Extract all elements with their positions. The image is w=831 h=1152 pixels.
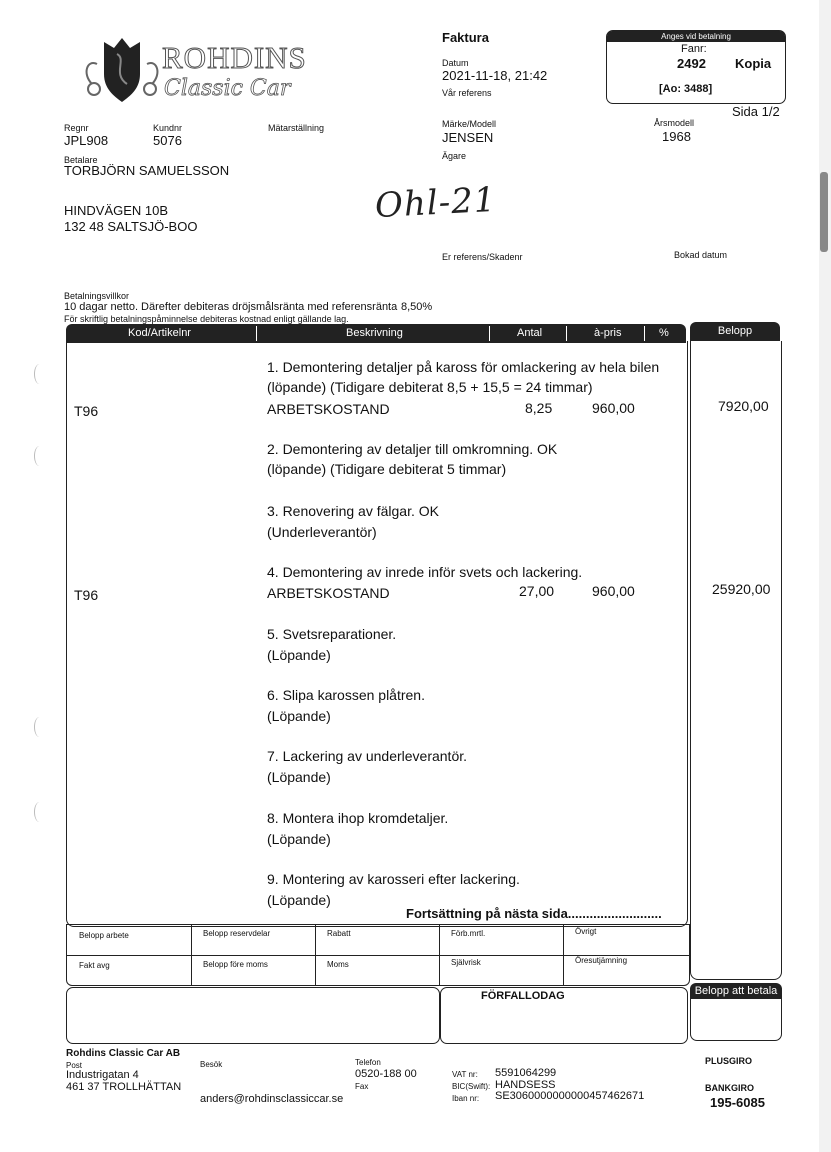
oresutjamning-label: Öresutjämning <box>575 956 628 965</box>
punch-hole <box>34 446 45 466</box>
terms-label: Betalningsvillkor <box>64 291 130 301</box>
sjalvrisk-label: Självrisk <box>451 958 481 967</box>
punch-hole <box>34 717 45 737</box>
bokad-datum-label: Bokad datum <box>674 250 728 260</box>
continuation-note: Fortsättning på nästa sida.......................... <box>406 906 662 921</box>
line-text: 7. Lackering av underleverantör. <box>267 748 468 764</box>
line-text: (Underleverantör) <box>267 524 377 540</box>
belopp-reservdelar-label: Belopp reservdelar <box>203 929 271 938</box>
line-text: (Löpande) <box>267 892 331 908</box>
forfallodag-box <box>440 987 688 1044</box>
company-logo <box>82 34 307 110</box>
company-name: Rohdins Classic Car AB <box>66 1048 181 1059</box>
email: anders@rohdinsclassiccar.se <box>200 1093 344 1105</box>
address-line-2: 132 48 SALTSJÖ-BOO <box>64 219 198 234</box>
punch-hole <box>34 802 45 822</box>
col-apris: à-pris <box>594 327 622 339</box>
plusgiro-label: PLUSGIRO <box>705 1056 753 1066</box>
payment-box-header: Anges vid betalning <box>607 31 785 42</box>
matarstallning-label: Mätarställning <box>268 123 325 133</box>
line-text: 2. Demontering av detaljer till omkromning. OK <box>267 441 558 457</box>
er-referens-label: Er referens/Skadenr <box>442 252 523 262</box>
fakt-avg-label: Fakt avg <box>79 961 110 970</box>
marke-modell-value: JENSEN <box>442 130 494 145</box>
kundnr-value: 5076 <box>153 133 182 148</box>
line-apris: 960,00 <box>592 583 635 599</box>
terms-rate: 8,50% <box>401 301 433 313</box>
ovrigt-label: Övrigt <box>575 927 597 936</box>
line-text: 3. Renovering av fälgar. OK <box>267 503 439 519</box>
telefon: 0520-188 00 <box>355 1068 417 1080</box>
line-text: 9. Montering av karosseri efter lackering. <box>267 871 520 887</box>
line-text: (Löpande) <box>267 769 331 785</box>
betalare-name: TORBJÖRN SAMUELSSON <box>64 163 230 178</box>
fax-label: Fax <box>355 1082 369 1091</box>
belopp-att-betala-box <box>690 998 782 1041</box>
line-text: 5. Svetsreparationer. <box>267 626 397 642</box>
col-belopp: Belopp <box>690 322 780 341</box>
line-text: (Löpande) <box>267 647 331 663</box>
besok-label: Besök <box>200 1060 223 1069</box>
line-text: (löpande) (Tidigare debiterat 8,5 + 15,5 = 24 timmar) <box>267 379 593 395</box>
line-text: 1. Demontering detaljer på kaross för omlackering av hela bilen <box>267 359 660 375</box>
summary-grid <box>66 924 690 986</box>
moms-label: Moms <box>327 960 349 969</box>
col-beskrivning: Beskrivning <box>346 327 403 339</box>
terms-line-1: 10 dagar netto. Därefter debiteras dröjsmålsränta med referensränta <box>64 301 398 313</box>
rabatt-label: Rabatt <box>327 929 351 938</box>
vat-number: 5591064299 <box>495 1067 557 1079</box>
fanr-label: Fanr: <box>681 43 707 55</box>
address-line-1: HINDVÄGEN 10B <box>64 203 169 218</box>
line-antal: 27,00 <box>519 583 555 599</box>
line-belopp: 25920,00 <box>712 581 771 597</box>
punch-hole <box>34 364 45 384</box>
bic: HANDSESS <box>495 1079 556 1091</box>
marke-modell-label: Märke/Modell <box>442 119 497 129</box>
post-label: Post <box>66 1061 83 1070</box>
belopp-att-betala-header: Belopp att betala <box>690 983 782 999</box>
arsmodell-value: 1968 <box>662 129 691 144</box>
betalare-label: Betalare <box>64 155 98 165</box>
line-text: (Löpande) <box>267 708 331 724</box>
payment-reference-box <box>606 30 786 104</box>
kopia-label: Kopia <box>735 56 772 71</box>
bic-label: BIC(Swift): <box>452 1082 491 1091</box>
terms-line-2: För skriftlig betalningspåminnelse debiteras kostnad enligt gällande lag. <box>64 314 349 324</box>
line-belopp: 7920,00 <box>718 398 769 414</box>
bottom-left-box <box>66 987 440 1044</box>
belopp-fore-moms-label: Belopp före moms <box>203 960 268 969</box>
line-antal: 8,25 <box>525 400 553 416</box>
vat-label: VAT nr: <box>452 1070 478 1079</box>
iban: SE3060000000000457462671 <box>495 1090 645 1102</box>
kundnr-label: Kundnr <box>153 123 183 133</box>
col-antal: Antal <box>517 327 543 339</box>
col-percent: % <box>659 327 669 339</box>
belopp-column <box>690 341 782 980</box>
line-kod: T96 <box>74 403 99 419</box>
line-kod: T96 <box>74 587 99 603</box>
scrollbar-thumb[interactable] <box>820 172 828 252</box>
logo-script: Classic Car <box>164 76 291 101</box>
bankgiro-number: 195-6085 <box>710 1095 765 1110</box>
line-text: (löpande) (Tidigare debiterat 5 timmar) <box>267 461 507 477</box>
line-text: 8. Montera ihop kromdetaljer. <box>267 810 449 826</box>
col-kod: Kod/Artikelnr <box>128 327 191 339</box>
arsmodell-label: Årsmodell <box>654 118 695 128</box>
var-referens-label: Vår referens <box>442 88 492 98</box>
line-text: 6. Slipa karossen plåtren. <box>267 687 425 703</box>
line-apris: 960,00 <box>592 400 635 416</box>
telefon-label: Telefon <box>355 1058 381 1067</box>
line-text: ARBETSKOSTAND <box>267 585 390 601</box>
forb-mrtl-label: Förb.mrtl. <box>451 929 486 938</box>
bankgiro-label: BANKGIRO <box>705 1083 754 1093</box>
regnr-value: JPL908 <box>64 133 109 148</box>
street: Industrigatan 4 <box>66 1069 139 1081</box>
regnr-label: Regnr <box>64 123 89 133</box>
iban-label: Iban nr: <box>452 1094 480 1103</box>
ao-reference: [Ao: 3488] <box>659 83 713 95</box>
document-type: Faktura <box>442 30 489 45</box>
shield-logo-icon <box>82 34 162 110</box>
handwritten-note: Ohl-21 <box>374 179 498 227</box>
belopp-arbete-label: Belopp arbete <box>79 931 129 940</box>
city: 461 37 TROLLHÄTTAN <box>66 1081 182 1093</box>
logo-wordmark: ROHDINS <box>162 40 307 75</box>
line-text: 4. Demontering av inrede inför svets och lackering. <box>267 564 583 580</box>
agare-label: Ägare <box>442 151 467 161</box>
line-text: (Löpande) <box>267 831 331 847</box>
forfallodag-label: FÖRFALLODAG <box>481 990 565 1002</box>
page-indicator: Sida 1/2 <box>732 104 780 119</box>
fanr-value: 2492 <box>677 56 706 71</box>
line-text: ARBETSKOSTAND <box>267 401 390 417</box>
datum-value: 2021-11-18, 21:42 <box>442 68 548 83</box>
datum-label: Datum <box>442 58 469 68</box>
